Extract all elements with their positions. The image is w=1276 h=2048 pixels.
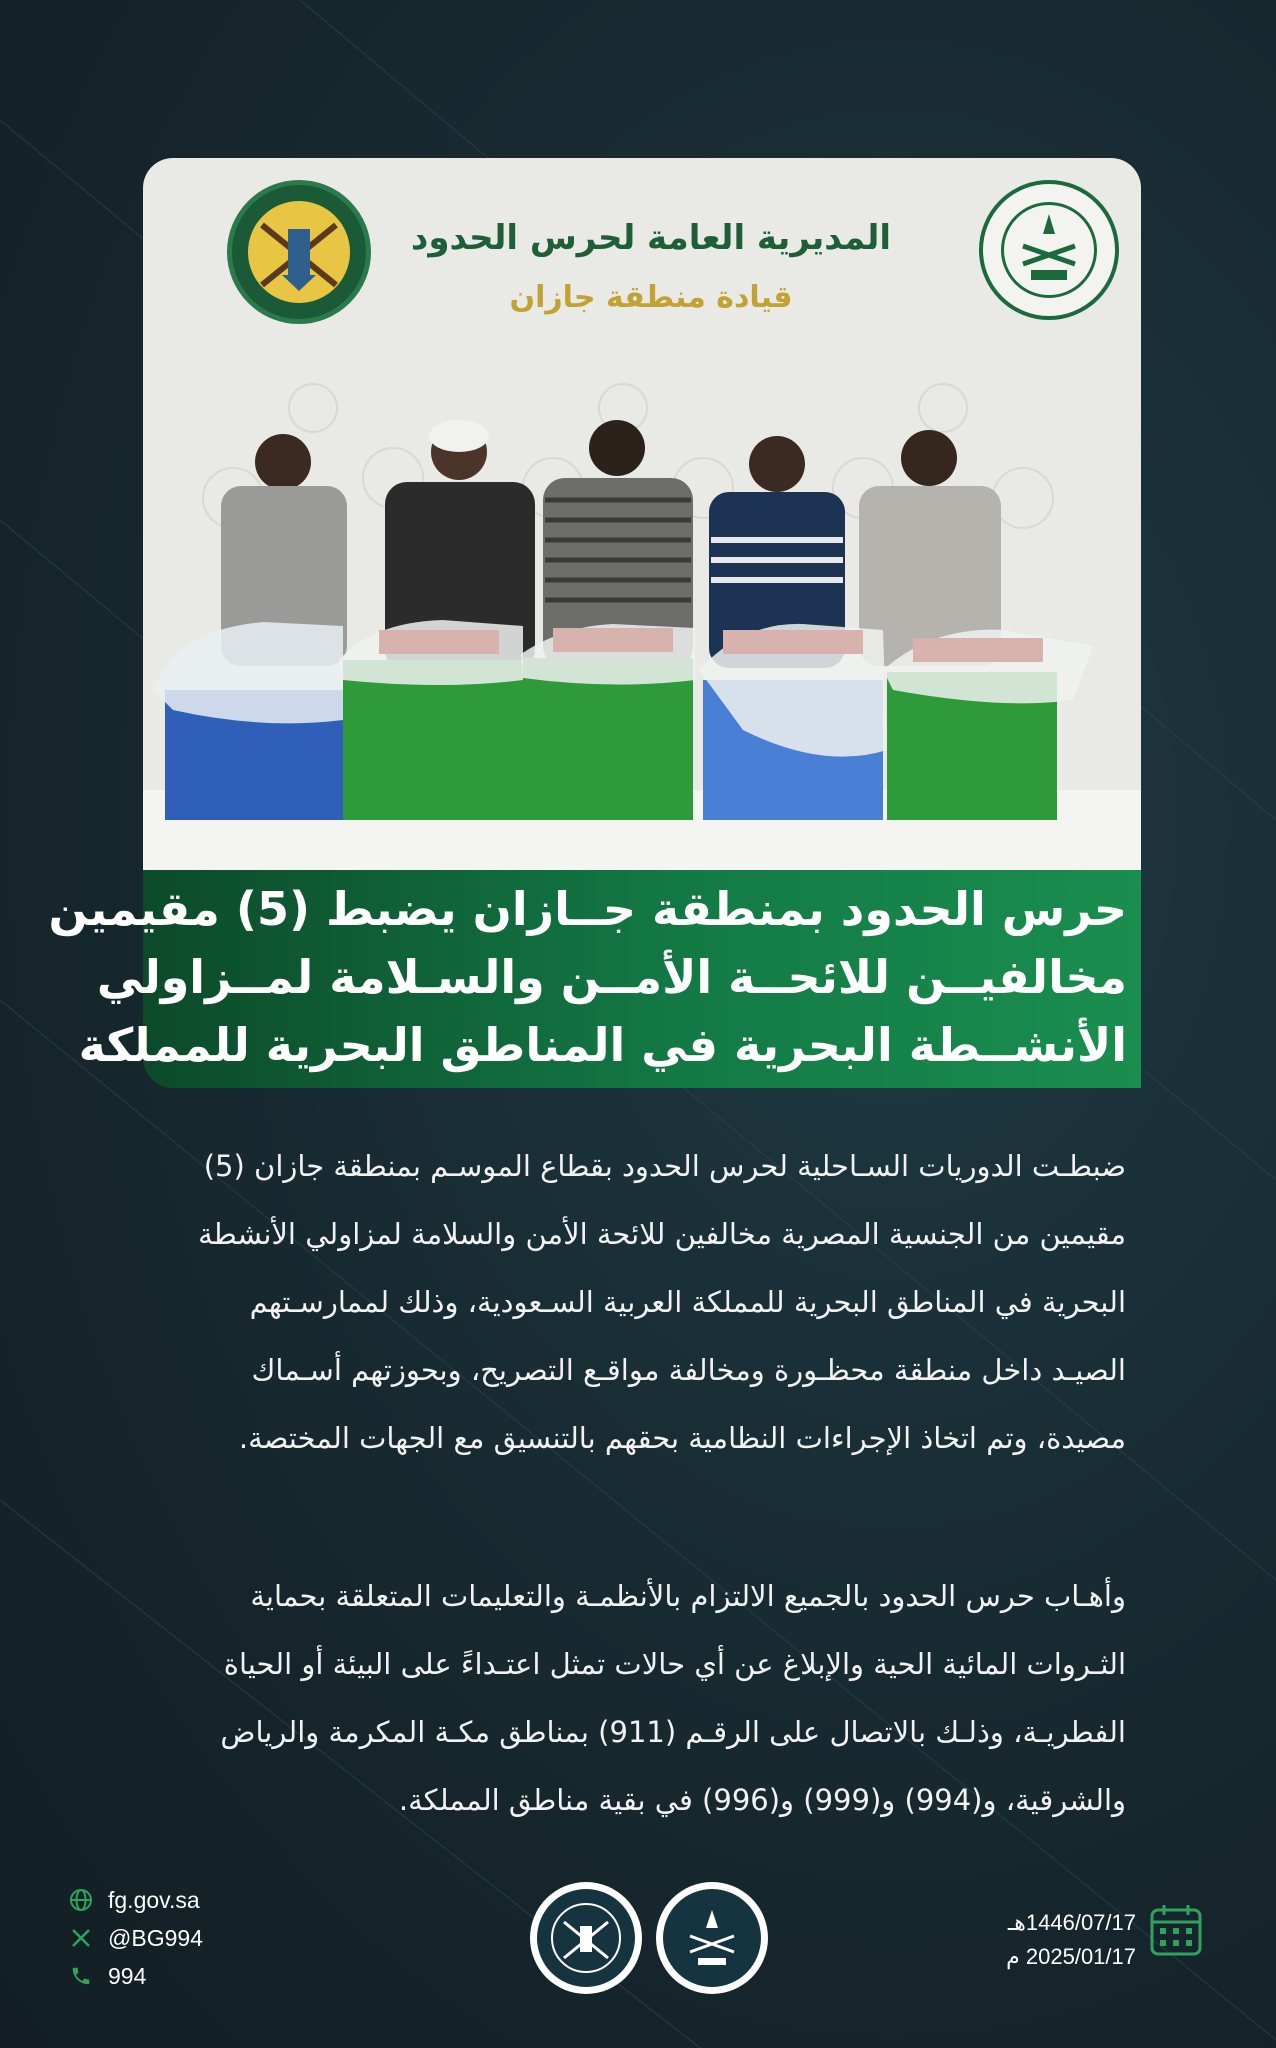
body-line: مصيدة، وتم اتخاذ الإجراءات النظامية بحقهم بالتنسيق مع الجهات المختصة. [238, 1421, 1126, 1455]
seized-fish-scene [143, 390, 1141, 870]
body-line: مقيمين من الجنسية المصرية مخالفين للائحة الأمن والسلامة لمزاولي الأنشطة [198, 1217, 1126, 1251]
headline-line-3: الأنشــطة البحرية في المناطق البحرية للمملكة [78, 1018, 1127, 1072]
calendar-icon [1148, 1902, 1204, 1958]
gregorian-date: 2025/01/17 م [1006, 1944, 1136, 1969]
news-photo [143, 158, 1141, 870]
website-link[interactable] [68, 1882, 203, 1918]
border-guard-logo [227, 180, 371, 324]
body-paragraph-2 [146, 1562, 1126, 1834]
body-line: البحرية في المناطق البحرية للمملكة العربية السـعودية، وذلك لممارسـتهم [249, 1285, 1126, 1319]
body-line: وأهـاب حرس الحدود بالجميع الالتزام بالأنظمـة والتعليمات المتعلقة بحماية [250, 1579, 1126, 1613]
body-line: الصيـد داخل منطقة محظـورة ومخالفة مواقـع التصريح، وبحوزتهم أسـماك [251, 1353, 1126, 1387]
headline-line-1: حرس الحدود بمنطقة جــازان يضبط (5) مقيمين [48, 882, 1127, 936]
ministry-interior-logo [979, 180, 1119, 320]
phone-link[interactable] [68, 1958, 203, 1994]
x-account-link[interactable] [68, 1920, 203, 1956]
x-handle-text: @BG994 [108, 1924, 203, 1951]
crate [699, 624, 887, 820]
organization-subtitle: قيادة منطقة جازان [509, 280, 793, 315]
crate [521, 624, 695, 820]
body-line: الفطريـة، وذلـك بالاتصال على الرقـم (911) بمناطق مكـة المكرمة والرياض [220, 1715, 1126, 1749]
body-line: ضبطـت الدوريات السـاحلية لحرس الحدود بقطاع الموسـم بمنطقة جازان (5) [203, 1149, 1126, 1183]
body-line: الثـروات المائية الحية والإبلاغ عن أي حالات تمثل اعتـداءً على البيئة أو الحياة [223, 1647, 1126, 1681]
border-guard-seal [530, 1882, 642, 1994]
contact-list [68, 1882, 203, 1996]
body-paragraph-1 [146, 1132, 1126, 1472]
website-text: fg.gov.sa [108, 1886, 200, 1913]
phone-icon [68, 1963, 94, 1989]
ministry-interior-seal [656, 1882, 768, 1994]
headline-banner [48, 870, 1141, 1088]
body-line: والشرقية، و(994) و(999) و(996) في بقية مناطق المملكة. [398, 1783, 1126, 1817]
hijri-date: 1446/07/17هـ [1007, 1910, 1136, 1935]
phone-text: 994 [108, 1962, 147, 1989]
x-logo-icon [68, 1925, 94, 1951]
headline-line-2: مخالفيــن للائحــة الأمــن والسـلامة لمــزاولي [96, 950, 1127, 1004]
globe-icon [68, 1887, 94, 1913]
crate [153, 622, 345, 820]
crate [339, 620, 523, 820]
organization-title: المديرية العامة لحرس الحدود [410, 218, 892, 258]
date-block [1006, 1906, 1136, 1974]
